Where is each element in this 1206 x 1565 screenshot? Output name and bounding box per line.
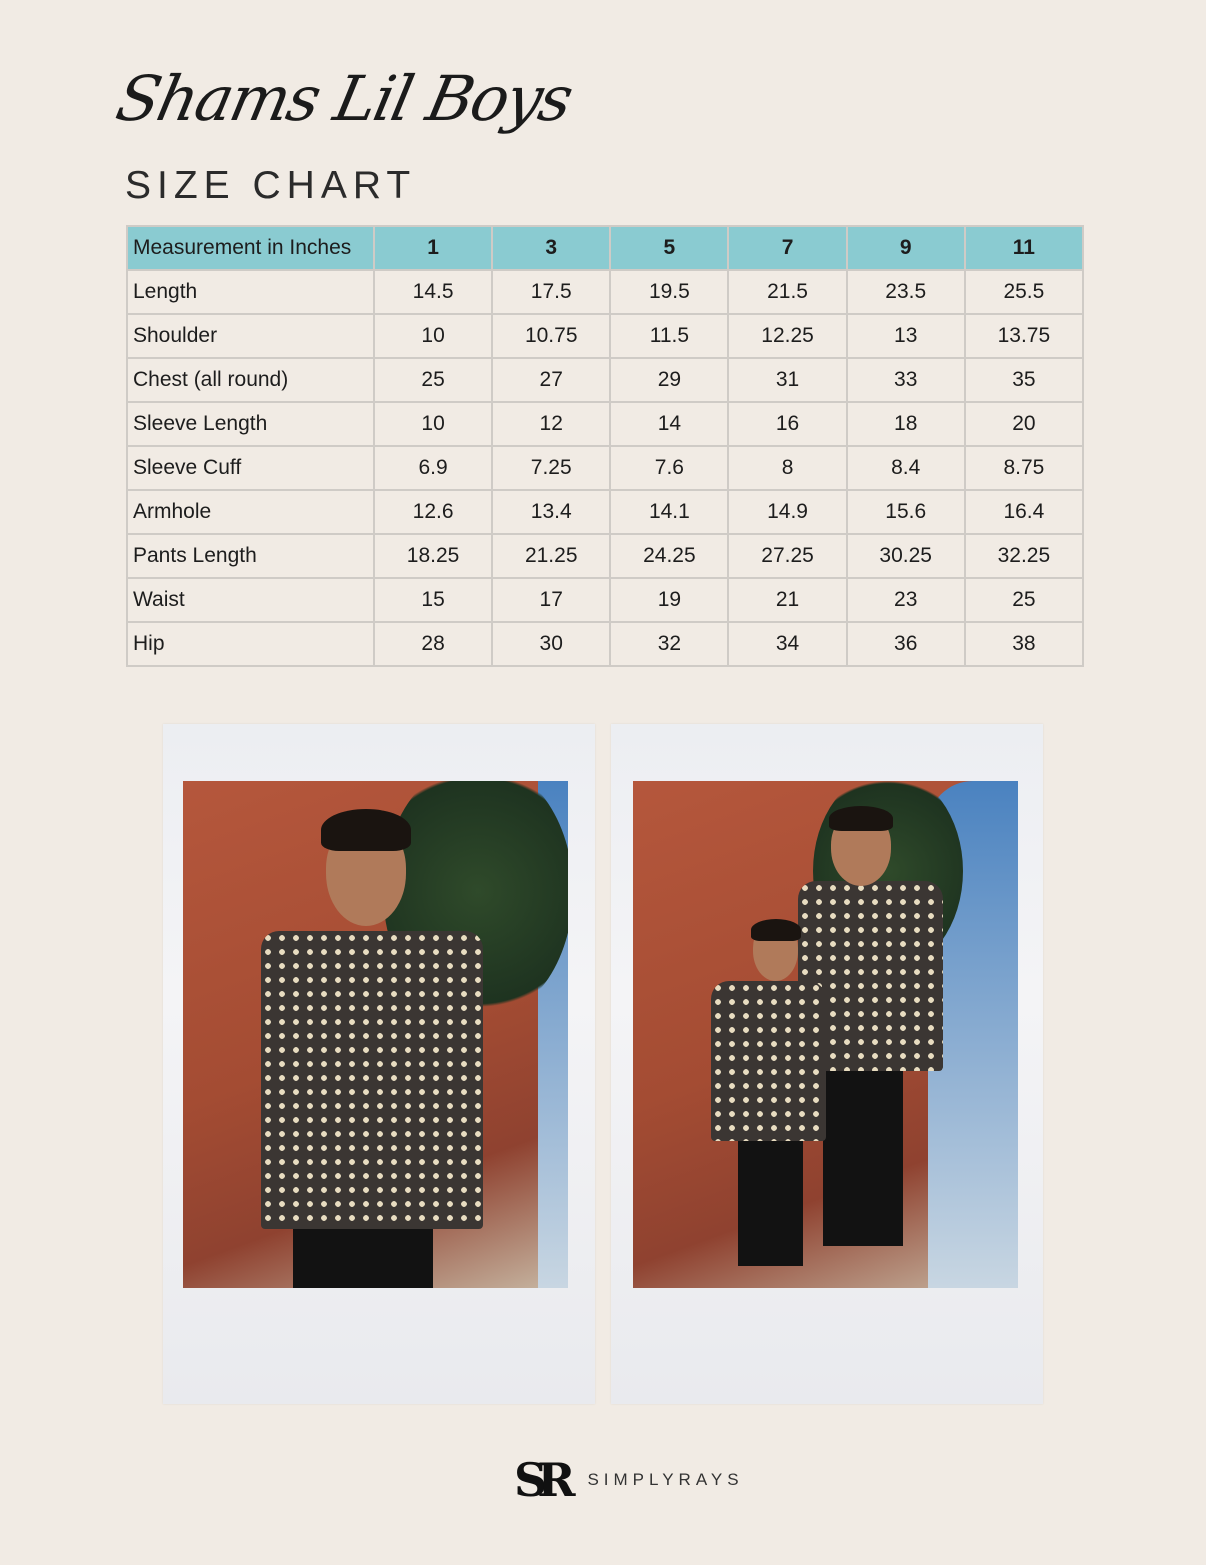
- measurement-value: 11.5: [610, 314, 728, 358]
- table-row: [127, 490, 1083, 534]
- photo-boy: [183, 781, 568, 1288]
- measurement-value: 12.25: [728, 314, 846, 358]
- measurement-value: 19.5: [610, 270, 728, 314]
- measurement-label: Length: [127, 270, 374, 314]
- measurement-value: 33: [847, 358, 965, 402]
- measurement-label: Chest (all round): [127, 358, 374, 402]
- measurement-value: 23.5: [847, 270, 965, 314]
- measurement-value: 8: [728, 446, 846, 490]
- measurement-value: 25.5: [965, 270, 1083, 314]
- measurement-label: Armhole: [127, 490, 374, 534]
- header-size: 1: [374, 226, 492, 270]
- table-row: [127, 622, 1083, 666]
- measurement-value: 35: [965, 358, 1083, 402]
- table-header-row: [127, 226, 1083, 270]
- measurement-value: 32.25: [965, 534, 1083, 578]
- table-row: [127, 270, 1083, 314]
- measurement-value: 12: [492, 402, 610, 446]
- measurement-value: 16.4: [965, 490, 1083, 534]
- measurement-value: 14.9: [728, 490, 846, 534]
- measurement-label: Hip: [127, 622, 374, 666]
- table-row: [127, 358, 1083, 402]
- measurement-value: 14.1: [610, 490, 728, 534]
- measurement-value: 8.75: [965, 446, 1083, 490]
- measurement-value: 12.6: [374, 490, 492, 534]
- brand-name: SIMPLYRAYS: [587, 1470, 744, 1489]
- measurement-value: 14: [610, 402, 728, 446]
- measurement-value: 10: [374, 314, 492, 358]
- measurement-value: 38: [965, 622, 1083, 666]
- measurement-value: 15: [374, 578, 492, 622]
- measurement-value: 13: [847, 314, 965, 358]
- measurement-value: 20: [965, 402, 1083, 446]
- size-chart-heading: SIZE CHART: [125, 164, 417, 207]
- brand-logo: [514, 1453, 744, 1507]
- table-row: [127, 578, 1083, 622]
- table-row: [127, 402, 1083, 446]
- measurement-value: 13.4: [492, 490, 610, 534]
- measurement-value: 10.75: [492, 314, 610, 358]
- header-size: 7: [728, 226, 846, 270]
- measurement-label: Pants Length: [127, 534, 374, 578]
- measurement-value: 21.25: [492, 534, 610, 578]
- collection-title: Shams Lil Boys: [110, 62, 578, 135]
- measurement-value: 28: [374, 622, 492, 666]
- size-chart-table: [126, 225, 1084, 667]
- measurement-value: 19: [610, 578, 728, 622]
- measurement-value: 32: [610, 622, 728, 666]
- measurement-value: 29: [610, 358, 728, 402]
- header-size: 3: [492, 226, 610, 270]
- measurement-value: 7.25: [492, 446, 610, 490]
- header-measurement: Measurement in Inches: [127, 226, 374, 270]
- measurement-value: 30.25: [847, 534, 965, 578]
- measurement-value: 15.6: [847, 490, 965, 534]
- measurement-value: 17: [492, 578, 610, 622]
- measurement-value: 7.6: [610, 446, 728, 490]
- header-size: 11: [965, 226, 1083, 270]
- logo-mark: SR: [514, 1453, 566, 1507]
- measurement-value: 14.5: [374, 270, 492, 314]
- measurement-value: 21.5: [728, 270, 846, 314]
- measurement-value: 34: [728, 622, 846, 666]
- measurement-value: 27: [492, 358, 610, 402]
- measurement-value: 21: [728, 578, 846, 622]
- measurement-value: 16: [728, 402, 846, 446]
- measurement-value: 8.4: [847, 446, 965, 490]
- measurement-value: 23: [847, 578, 965, 622]
- measurement-value: 24.25: [610, 534, 728, 578]
- measurement-value: 31: [728, 358, 846, 402]
- measurement-label: Sleeve Length: [127, 402, 374, 446]
- measurement-value: 27.25: [728, 534, 846, 578]
- measurement-value: 6.9: [374, 446, 492, 490]
- header-size: 5: [610, 226, 728, 270]
- photo-frame-father-son: [611, 724, 1043, 1404]
- measurement-value: 36: [847, 622, 965, 666]
- measurement-value: 25: [965, 578, 1083, 622]
- measurement-label: Waist: [127, 578, 374, 622]
- photo-father-son: [633, 781, 1018, 1288]
- measurement-value: 17.5: [492, 270, 610, 314]
- measurement-label: Shoulder: [127, 314, 374, 358]
- table-row: [127, 314, 1083, 358]
- measurement-value: 10: [374, 402, 492, 446]
- table-row: [127, 446, 1083, 490]
- table-row: [127, 534, 1083, 578]
- measurement-value: 30: [492, 622, 610, 666]
- measurement-value: 25: [374, 358, 492, 402]
- header-size: 9: [847, 226, 965, 270]
- photo-frame-boy: [163, 724, 595, 1404]
- measurement-value: 18: [847, 402, 965, 446]
- measurement-label: Sleeve Cuff: [127, 446, 374, 490]
- measurement-value: 13.75: [965, 314, 1083, 358]
- measurement-value: 18.25: [374, 534, 492, 578]
